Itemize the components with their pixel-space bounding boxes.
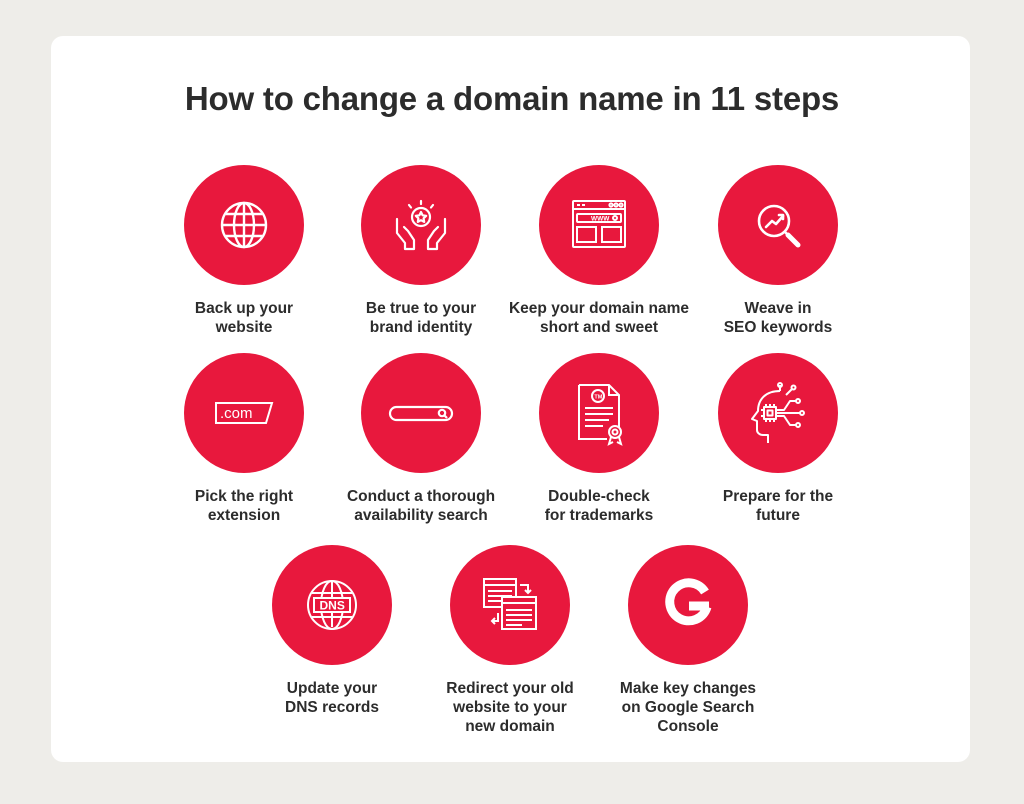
step-circle — [361, 165, 481, 285]
dotcom-icon — [212, 381, 276, 445]
step-label: Be true to your brand identity — [365, 300, 477, 336]
step-prepare-future — [678, 353, 878, 525]
step-circle — [450, 545, 570, 665]
step-label: Pick the right extension — [194, 488, 294, 524]
step-google-search-console — [588, 545, 788, 736]
dns-globe-icon — [300, 573, 364, 637]
step-circle — [539, 353, 659, 473]
step-label: Weave in SEO keywords — [723, 300, 833, 336]
hands-award-icon — [389, 193, 453, 257]
search-bar-icon — [389, 381, 453, 445]
step-label: Redirect your old website to your new domain — [446, 680, 574, 735]
step-brand-identity — [321, 165, 521, 337]
browser-www-icon — [567, 193, 631, 257]
ai-head-icon — [746, 381, 810, 445]
google-icon — [656, 573, 720, 637]
svg-text:WWW: WWW — [591, 215, 610, 223]
magnifier-trend-icon — [746, 193, 810, 257]
step-circle — [361, 353, 481, 473]
step-right-extension — [144, 353, 344, 525]
step-label: Conduct a thorough availability search — [346, 488, 496, 524]
step-seo-keywords — [678, 165, 878, 337]
step-circle — [539, 165, 659, 285]
step-circle — [184, 165, 304, 285]
globe-icon — [212, 193, 276, 257]
step-back-up-website — [144, 165, 344, 337]
page-title: How to change a domain name in 11 steps — [184, 80, 840, 117]
step-short-domain — [499, 165, 699, 337]
step-trademarks — [499, 353, 699, 525]
step-dns-records — [232, 545, 432, 717]
svg-text:.com: .com — [220, 405, 253, 422]
step-label: Back up your website — [194, 300, 294, 336]
step-circle — [628, 545, 748, 665]
step-circle — [184, 353, 304, 473]
step-redirect-website — [410, 545, 610, 736]
step-circle — [272, 545, 392, 665]
step-label: Update your DNS records — [285, 680, 379, 716]
redirect-windows-icon — [478, 573, 542, 637]
step-label: Keep your domain name short and sweet — [508, 300, 689, 336]
step-availability-search — [321, 353, 521, 525]
step-circle — [718, 353, 838, 473]
svg-text:DNS: DNS — [319, 598, 345, 613]
step-label: Prepare for the future — [722, 488, 834, 524]
step-label: Double-check for trademarks — [544, 488, 654, 524]
svg-text:TM: TM — [594, 394, 603, 401]
trademark-document-icon — [567, 381, 631, 445]
step-circle — [718, 165, 838, 285]
step-label: Make key changes on Google Search Console — [619, 680, 757, 735]
